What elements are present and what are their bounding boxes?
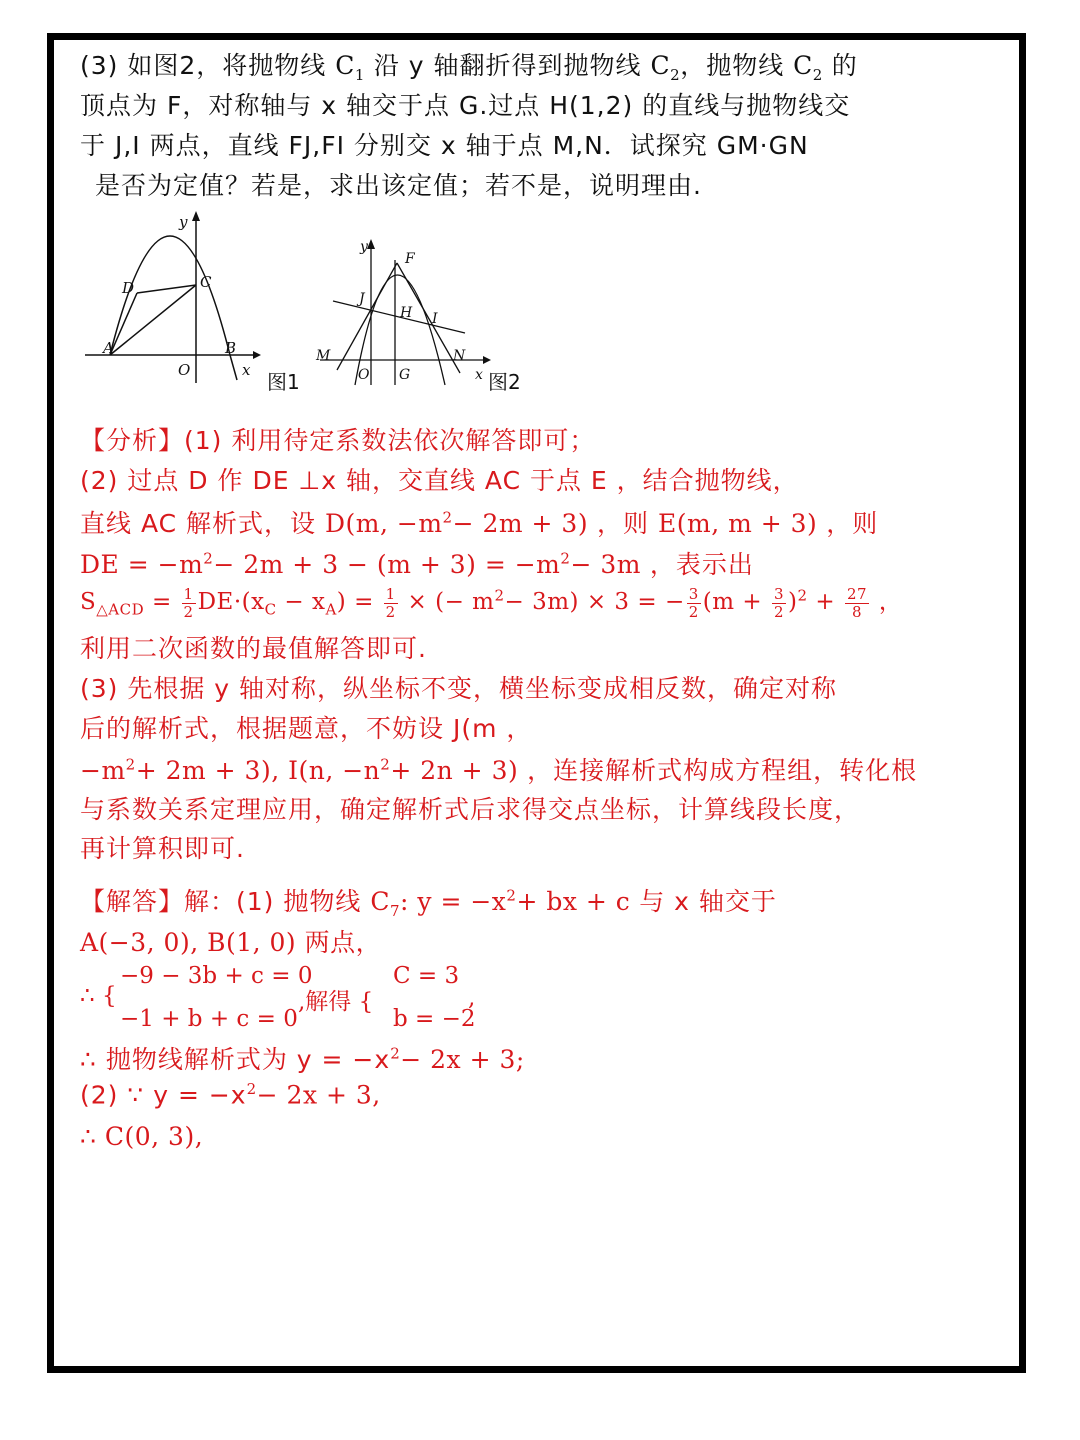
fig2-labels <box>315 239 483 383</box>
analysis-line-6: 利用二次函数的最值解答即可. <box>80 634 427 663</box>
analysis-line-7: (3) 先根据 y 轴对称，纵坐标不变，横坐标变成相反数，确定对称 <box>80 674 838 703</box>
fig1-x-arrow <box>253 351 261 359</box>
fig2-label-O: O <box>358 367 370 383</box>
fig1-label-x: x <box>242 361 251 379</box>
therefore-brace: ∴ { <box>80 983 117 1009</box>
analysis-line-1: 【分析】(1) 利用待定系数法依次解答即可； <box>80 426 596 455</box>
fraction-half-1: $\frac{1}{2}$ <box>183 584 194 621</box>
fig1-y-arrow <box>192 211 200 221</box>
analysis-line-9: $-m^2+ 2m + 3$), I(n, $-n^2+ 2n + 3$) ，连接解析式构成方程组，转化根 <box>80 755 918 785</box>
question-line-3: 于 J,I 两点，直线 FJ,FI 分别交 x 轴于点 M,N．试探究 GM·GN <box>80 131 809 160</box>
figure-1 <box>85 211 261 383</box>
fig2-x-arrow <box>483 356 491 364</box>
fraction-half-2: $\frac{1}{2}$ <box>385 584 396 621</box>
system-1-row-1: −9 − 3b + c = 0 <box>120 963 313 989</box>
fig2-label-J: J <box>359 291 365 307</box>
fig2-label-y: y <box>360 239 368 255</box>
fig2-label-I: I <box>432 311 438 327</box>
fig1-label-y: y <box>179 213 188 231</box>
answer-line-1: 【解答】解：(1) 抛物线 $C_7$: $y = -x^2+$ bx + c 与 x 轴交于 <box>80 886 777 920</box>
fraction-three-halves-1: $\frac{3}{2}$ <box>688 584 699 621</box>
fig2-label-F: F <box>405 251 415 267</box>
system-2-row-2: b = −2 <box>393 1006 476 1032</box>
fig2-label-H: H <box>400 305 413 321</box>
fig2-label-x: x <box>475 367 483 383</box>
solve-brace: ,解得 { <box>298 989 374 1015</box>
fig1-label-A: A <box>103 339 114 357</box>
fig2-y-arrow <box>367 239 375 249</box>
analysis-line-8: 后的解析式，根据题意，不妨设 J(m ， <box>80 714 533 743</box>
fig1-segment-AD <box>110 293 137 355</box>
fig2-caption: 图2 <box>488 370 521 394</box>
analysis-line-11: 再计算积即可. <box>80 834 245 863</box>
fig1-label-O: O <box>178 361 191 379</box>
fraction-27-8: $\frac{27}{8}$ <box>846 584 868 621</box>
analysis-line-10: 与系数关系定理应用，确定解析式后求得交点坐标，计算线段长度， <box>80 795 861 824</box>
system-1-row-2: −1 + b + c = 0 <box>120 1006 298 1032</box>
figures <box>75 205 545 400</box>
analysis-line-4: DE = $-m^2- 2m + 3 - (m + 3) = -m^2- 3m$ ，表示出 <box>80 549 754 579</box>
fig2-label-N: N <box>453 348 466 364</box>
fig1-label-C: C <box>200 273 212 291</box>
fig2-line-FM <box>337 263 397 370</box>
system-2-comma: , <box>468 985 476 1011</box>
system-2-row-1: C = 3 <box>393 963 460 989</box>
fig2-label-G: G <box>399 367 411 383</box>
fig1-parabola-tail <box>230 355 237 380</box>
fig1-caption: 图1 <box>267 370 300 394</box>
fig1-label-B: B <box>225 339 237 357</box>
answer-line-5: (2) ∵ $y = -x^2- 2x + 3$, <box>80 1080 381 1110</box>
fig2-line-JI <box>333 301 465 333</box>
answer-line-2: A(−3, 0), B(1, 0) 两点， <box>80 928 382 957</box>
fig1-label-D: D <box>122 279 135 297</box>
question-line-2: 顶点为 F，对称轴与 x 轴交于点 G.过点 H(1,2) 的直线与抛物线交 <box>80 91 851 120</box>
analysis-line-3: 直线 AC 解析式，设 D(m, $-m^2- 2m + 3$) ，则 E(m, m + 3) ，则 <box>80 508 879 538</box>
analysis-line-2: (2) 过点 D 作 DE ⊥x 轴，交直线 AC 于点 E ，结合抛物线， <box>80 466 799 495</box>
answer-line-6: ∴ C(0, 3), <box>80 1122 204 1151</box>
fig2-label-M: M <box>316 348 331 364</box>
analysis-line-5-formula: $S_{\triangle ACD}$ = $\frac{1}{2}$ $DE\cdot(x_C - x_A)$ = $\frac{1}{2}$ × (− $m^2- 3m) \times 3$ = − $\frac{3}{2}$ (m + $\frac{3}{2}$ )$^2$ + $\frac{27}{8}$ ， <box>80 584 903 621</box>
answer-line-4: ∴ 抛物线解析式为 $y = -x^2- 2x + 3$; <box>80 1044 525 1074</box>
question-line-1: (3) 如图2，将抛物线 $C_1$ 沿 y 轴翻折得到抛物线 $C_2$，抛物线 $C_2$ 的 <box>80 51 858 84</box>
fraction-three-halves-2: $\frac{3}{2}$ <box>773 584 785 621</box>
question-line-4: 是否为定值？若是，求出该定值；若不是，说明理由. <box>95 171 702 200</box>
